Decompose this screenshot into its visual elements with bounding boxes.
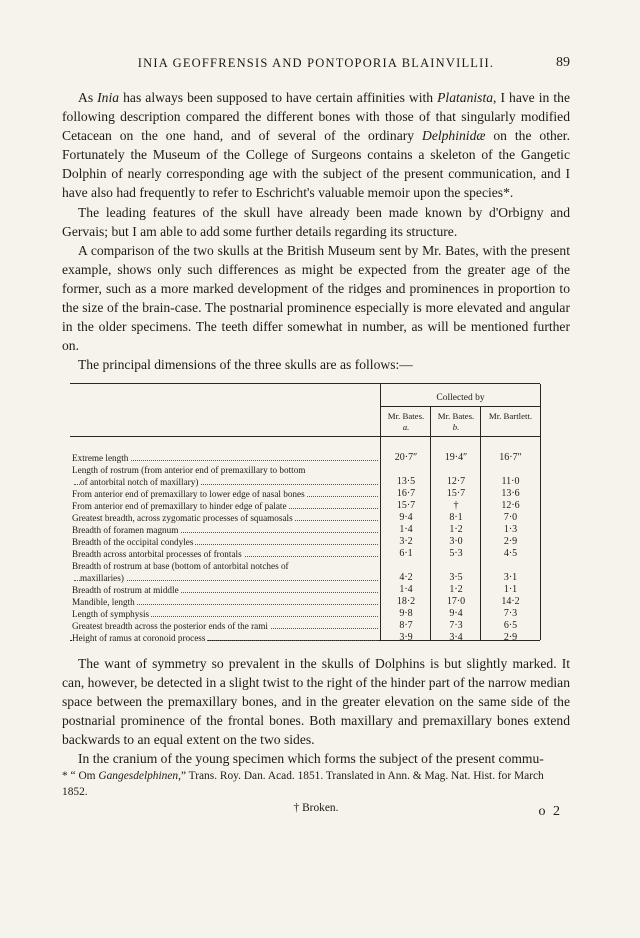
row-label [70,596,378,608]
row-value: 7·3 [449,620,463,631]
row-label-text: Greatest breadth across the posterior ends of the rami [72,621,268,631]
row-label-text: Height of ramus at coronoid process [72,633,206,643]
row-value: 18·2 [396,596,416,607]
table-row [70,620,540,632]
table-rule [380,406,540,407]
table-group-header: Collected by [436,393,485,403]
table-row [70,548,540,560]
column-header [481,411,540,422]
row-label-line: Breadth of rostrum at base (bottom of antorbital notches of [72,561,289,571]
row-value: 7·0 [503,512,518,523]
paragraph [62,203,570,241]
row-value: 16·7″ [499,452,522,463]
row-label-text: Length of symphysis [72,609,150,619]
row-value: 4·5 [503,548,518,559]
italic-text: Delphinidæ [422,128,486,144]
row-label [70,500,378,512]
row-label [70,488,378,500]
footnotes [62,768,570,816]
row-value: 1·4 [399,584,413,595]
row-value: 12·7 [446,476,466,487]
column-header-name: Mr. Bartlett. [488,411,533,421]
paragraph [62,355,570,374]
table-rule [540,384,541,640]
table-row [70,632,540,644]
row-value: 3·9 [399,632,413,643]
row-value: 8·1 [449,512,463,523]
row-value: 1·3 [503,524,518,535]
text-run: * “ Om [62,770,99,782]
row-value: 20·7″ [394,452,418,463]
row-value: 1·2 [449,584,463,595]
footnote-2: † Broken. [293,802,339,814]
row-value: 13·5 [396,476,416,487]
row-label [70,452,378,464]
row-label [70,464,378,488]
row-label-continuation: of antorbital notch of maxillary) [80,477,199,487]
row-value: 1·2 [449,524,463,535]
text-run: on the other. Fortunately the Museum of the College of Surgeons contains a skeleton of the Gangetic Dolphin of nearly corresponding age with the subject of the present communication, and I have also had frequently to refer to Eschricht's valuable memoir upon the species*. [62,128,570,201]
text-run: In the cranium of the young specimen which forms the subject of the present commu- [78,751,544,767]
row-label [70,524,378,536]
row-label [70,536,378,548]
row-value: 5·3 [449,548,463,559]
text-run: The leading features of the skull have already been made known by d'Orbigny and Gervais; but I am able to add some further details regarding its structure. [62,204,570,239]
table-row [70,560,540,584]
row-value: 3·0 [449,536,463,547]
row-label-text: Greatest breadth, across zygomatic processes of squamosals [72,513,293,523]
row-label-text: From anterior end of premaxillary to hinder edge of palate [72,501,287,511]
row-value: 15·7 [396,500,416,511]
row-value: 13·6 [501,488,520,499]
table-row [70,464,540,488]
row-value: 3·2 [399,536,413,547]
row-label-text: Extreme length [72,453,129,463]
row-value: 3·1 [503,572,518,583]
paragraph [62,88,570,203]
row-value: 6·5 [503,620,518,631]
row-value: 19·4″ [444,452,468,463]
row-label [70,632,378,644]
row-label-text: Mandible, length [72,597,135,607]
row-value: 9·4 [399,512,413,523]
body-text-top [62,88,570,374]
paragraph [62,749,570,768]
row-value: 2·9 [503,632,518,643]
table-rule [70,436,540,437]
table-row [70,500,540,512]
paragraph [62,654,570,749]
row-value: † [453,500,459,511]
signature-mark: o 2 [538,804,562,819]
row-label-text: Breadth across antorbital processes of frontals [72,549,242,559]
row-value: 12·6 [501,500,520,511]
row-value: 17·0 [446,596,466,607]
text-run: ,” Trans. Roy. Dan. Acad. 1851. Translated in Ann. & Mag. Nat. Hist. for March 1852. [62,770,544,798]
table-row [70,452,540,464]
table-row [70,536,540,548]
table-row [70,512,540,524]
italic-text: Inia [97,90,120,105]
row-label-line: Length of rostrum (from anterior end of premaxillary to bottom [72,465,306,475]
row-value: 3·4 [449,632,463,643]
row-label-text: Breadth of rostrum at middle [72,585,179,595]
row-label [70,512,378,524]
column-header-sub: b. [452,422,460,432]
table-row [70,596,540,608]
text-run: The principal dimensions of the three skulls are as follows:— [78,357,413,373]
column-header [431,411,481,433]
row-label [70,608,378,620]
italic-text: Gangesdelphinen [98,770,179,782]
text-run: The want of symmetry so prevalent in the skulls of Dolphins is but slightly marked. It can, however, be detected in a slight twist to the right of the hinder part of the narrow median space between the premaxillary bones, and in the greater elevation on the same side of the postnarial prominence of the frontal bones. Both maxillary and premaxillary bones extend backwards to an equal extent on the two sides. [62,656,570,748]
row-value: 14·2 [501,596,520,607]
row-label-text: Breadth of the occipital condyles [72,537,194,547]
row-label [70,584,378,596]
text-run: has always been supposed to have certain affinities with [119,90,438,105]
running-title: INIA GEOFFRENSIS AND PONTOPORIA BLAINVILLII. [137,56,495,70]
row-value: 4·2 [399,572,413,583]
column-header-name: Mr. Bates. [437,411,475,421]
table-row [70,584,540,596]
table-body [70,452,540,644]
text-run: , I have in the following description compared the different bones with those of that singularly modified Cetacean on the one hand, and of several of the ordinary [62,90,570,144]
column-header-name: Mr. Bates. [387,411,425,421]
body-text-bottom [62,654,570,769]
row-value: 2·9 [503,536,518,547]
text-run: As [78,90,98,105]
italic-text: Platanista [437,90,494,105]
table-row [70,488,540,500]
row-label [70,620,378,632]
paragraph [62,241,570,356]
row-value: 11·0 [501,476,520,487]
row-value: 3·5 [449,572,463,583]
table-row [70,524,540,536]
text-run: A comparison of the two skulls at the British Museum sent by Mr. Bates, with the present example, shows only such differences as might be expected from the greater age of the former, such as a more marked development of the ridges and prominences in proportion to the size of the brain-case. The postnarial prominence especially is more elevated and angular in the older specimens. The teeth differ somewhat in number, as will be mentioned further on. [62,242,570,354]
row-label [70,560,378,584]
row-value: 7·3 [503,608,518,619]
row-label-continuation: maxillaries) [80,573,124,583]
footnote-1 [62,768,570,800]
row-value: 9·8 [399,608,413,619]
column-header [381,411,431,433]
row-value: 16·7 [396,488,416,499]
row-value: 1·4 [399,524,413,535]
page-number: 89 [556,55,570,70]
row-value: 15·7 [446,488,466,499]
row-value: 9·4 [449,608,463,619]
row-label [70,548,378,560]
running-head [62,56,570,74]
dimensions-table [70,383,540,641]
row-label-text: Breadth of foramen magnum [72,525,179,535]
row-value: 1·1 [503,584,518,595]
table-row [70,608,540,620]
row-label-text: From anterior end of premaxillary to lower edge of nasal bones [72,489,305,499]
row-value: 6·1 [399,548,413,559]
row-value: 8·7 [399,620,413,631]
column-header-sub: a. [402,422,410,432]
